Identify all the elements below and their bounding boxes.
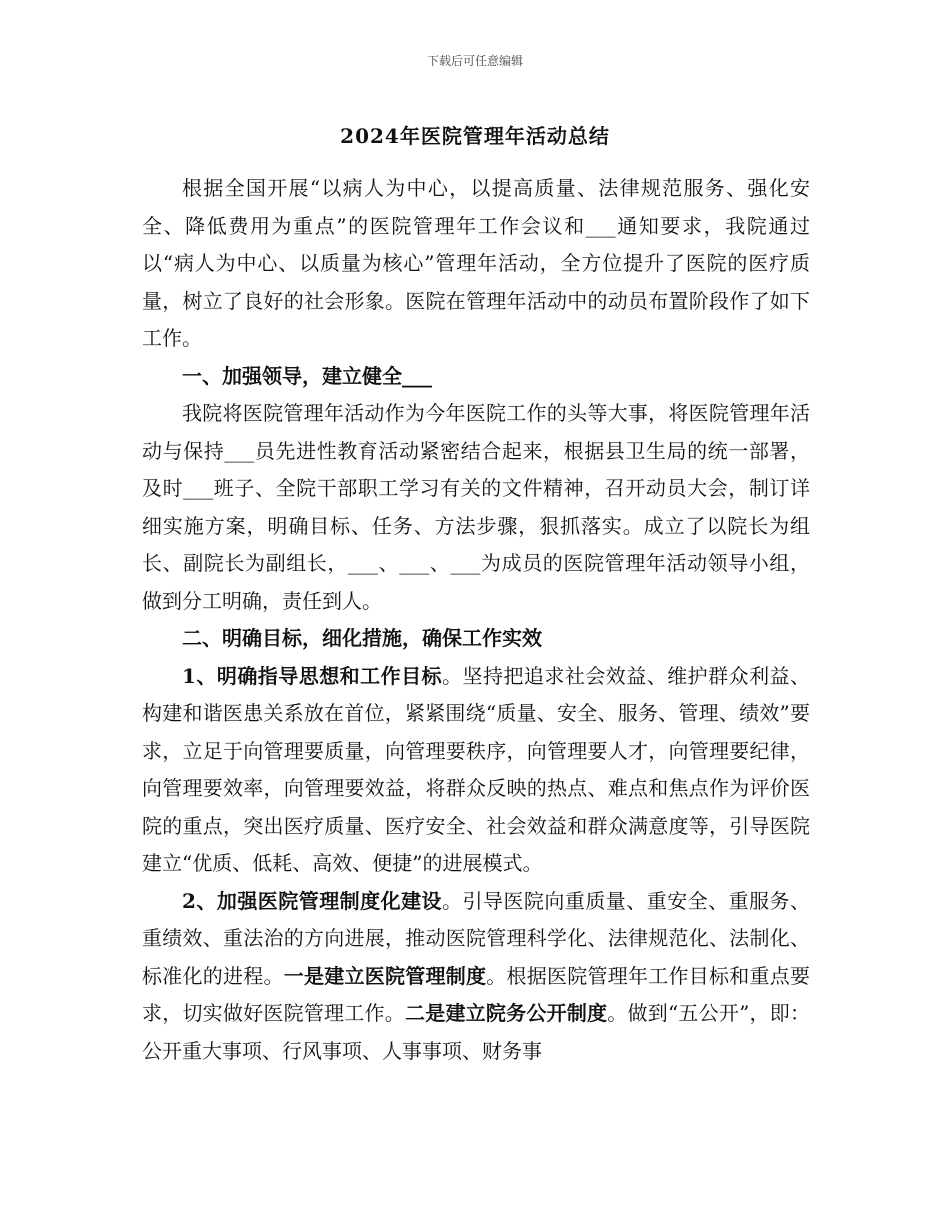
- document-body: [142, 170, 810, 1070]
- item-2-lead: 2、加强医院管理制度化建设: [182, 888, 443, 913]
- section-1-paragraph: 我院将医院管理年活动作为今年医院工作的头等大事，将医院管理年活动与保持___员先进性教育活动紧密结合起来，根据县卫生局的统一部署，及时___班子、全院干部职工学习有关的文件精神，召开动员大会，制订详细实施方案，明确目标、任务、方法步骤，狠抓落实。成立了以院长为组长、副院长为副组长，___、___、___为成员的医院管理年活动领导小组，做到分工明确，责任到人。: [142, 401, 810, 613]
- intro-paragraph: 根据全国开展“以病人为中心，以提高质量、法律规范服务、强化安全、降低费用为重点”的医院管理年工作会议和___通知要求，我院通过以“病人为中心、以质量为核心”管理年活动，全方位提升了医院的医疗质量，树立了良好的社会形象。医院在管理年活动中的动员布置阶段作了如下工作。: [142, 176, 810, 350]
- item-2-bold-part-2: 一是建立医院管理制度: [283, 963, 487, 988]
- item-1-body: 。坚持把追求社会效益、维护群众利益、构建和谐医患关系放在首位，紧紧围绕“质量、安全、服务、管理、绩效”要求，立足于向管理要质量，向管理要秩序，向管理要人才，向管理要纪律，向管理要效率，向管理要效益，将群众反映的热点、难点和焦点作为评价医院的重点，突出医疗质量、医疗安全、社会效益和群众满意度等，引导医院建立“优质、低耗、高效、便捷”的进展模式。: [142, 663, 811, 875]
- item-2-body-part-1: 。引导医院向重质量、重安全、重服务、重绩效、重法治的方向进展，推动医院管理科学化、法律规范化、法制化、标准化的进程。: [142, 888, 811, 988]
- document-title: 2024年医院管理年活动总结: [340, 124, 610, 148]
- header-note: 下载后可任意编辑: [426, 54, 523, 68]
- item-2-paragraph: [142, 883, 810, 1071]
- section-heading-1: 一、加强领导，建立健全___: [182, 363, 432, 388]
- section-heading-2: 二、明确目标，细化措施，确保工作实效: [182, 626, 542, 650]
- item-1-paragraph: [142, 658, 810, 883]
- item-1-lead: 1、明确指导思想和工作目标: [182, 663, 443, 688]
- item-2-bold-part-3: 二是建立院务公开制度: [404, 1001, 608, 1025]
- item-2-body-part-2: 。根据医院管理年工作目标和重点要求，切实做好医院管理工作。: [142, 963, 810, 1025]
- item-2-body-part-3: 。做到“五公开”，即：公开重大事项、行风事项、人事事项、财务事: [142, 1001, 811, 1063]
